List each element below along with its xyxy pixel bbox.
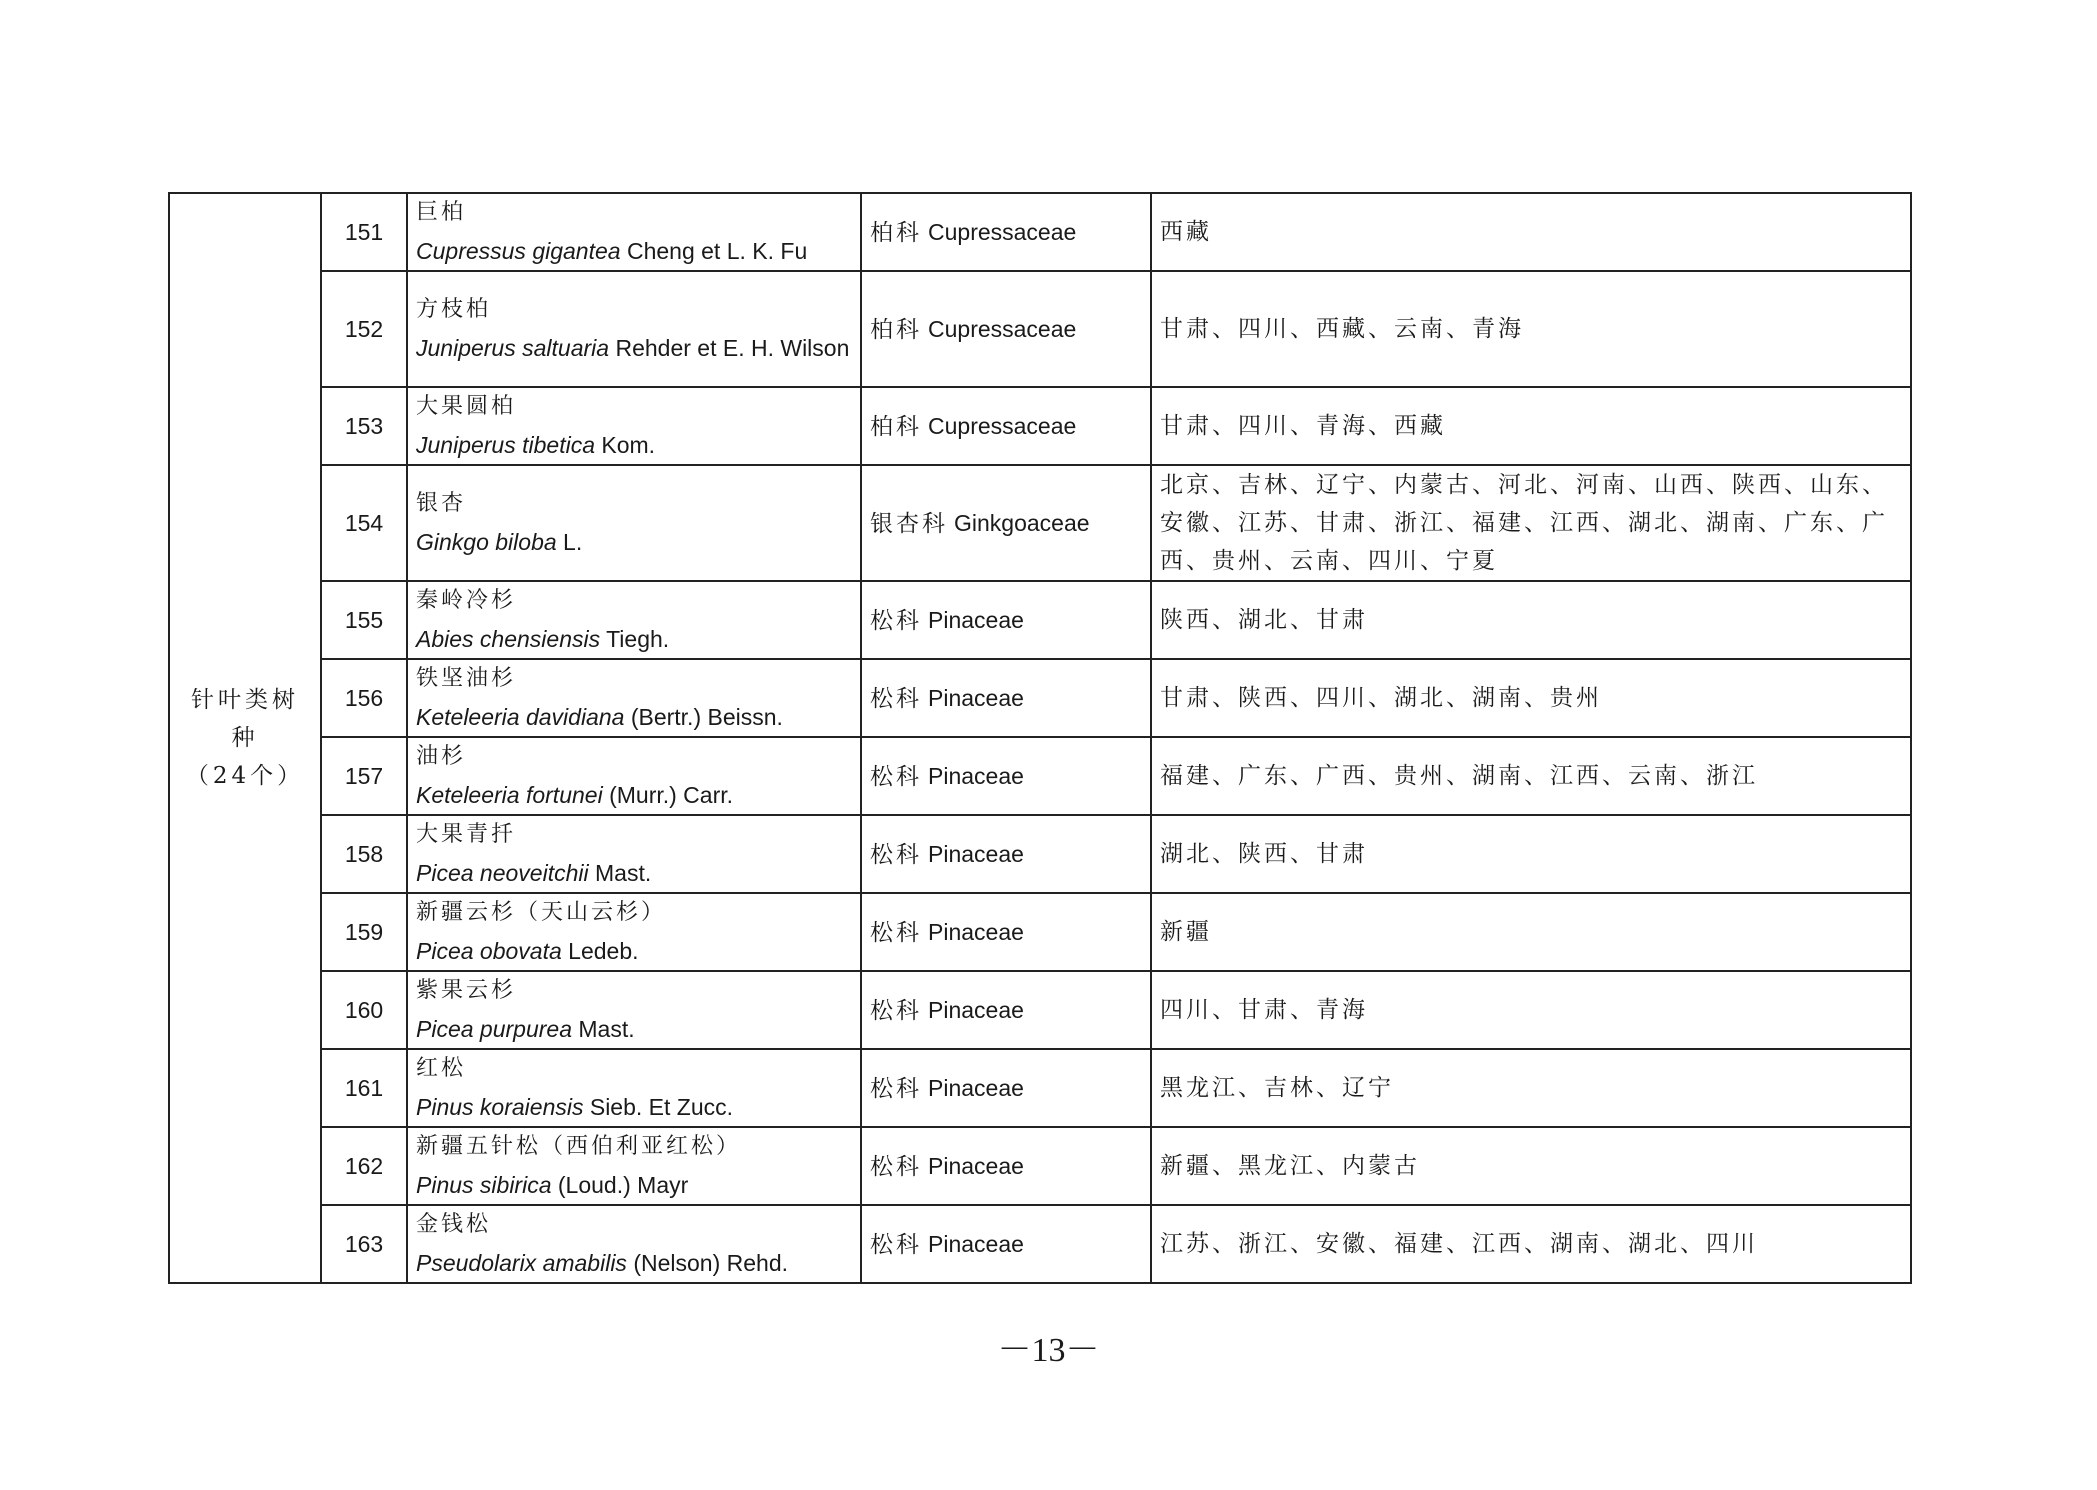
species-author: Rehder et E. H. Wilson [615,335,850,361]
row-number: 155 [321,581,407,659]
species-author: Kom. [601,432,656,458]
species-binomial: Picea purpurea [416,1016,572,1042]
species-name-cell [407,1049,861,1127]
distribution-cell: 甘肃、四川、西藏、云南、青海 [1151,271,1911,387]
species-cn-name: 红松 [416,1056,467,1081]
category-label: 针叶类树种 [191,687,299,751]
family-cell [861,1205,1151,1283]
family-latin: Cupressaceae [928,218,1077,245]
species-sci-name [416,776,852,814]
species-author: Mast. [578,1016,635,1042]
table-row [169,193,1911,271]
family-cell [861,271,1151,387]
table-row [169,737,1911,815]
species-sci-name [416,698,852,736]
table-row [169,893,1911,971]
table-row [169,1049,1911,1127]
species-author: (Nelson) Rehd. [633,1250,789,1276]
family-latin: Pinaceae [928,762,1024,789]
species-sci-name [416,620,852,658]
table-row [169,1205,1911,1283]
species-sci-name [416,1244,852,1282]
species-name-cell [407,193,861,271]
family-cell [861,815,1151,893]
species-table [168,192,1912,1284]
species-name-cell [407,581,861,659]
species-author: Tiegh. [606,626,670,652]
distribution-cell: 湖北、陕西、甘肃 [1151,815,1911,893]
species-name-cell [407,271,861,387]
species-author: Mast. [595,860,652,886]
family-cell [861,465,1151,581]
distribution-cell: 黑龙江、吉林、辽宁 [1151,1049,1911,1127]
family-cn: 柏科 [870,219,922,246]
distribution-cell: 甘肃、四川、青海、西藏 [1151,387,1911,465]
species-author: (Murr.) Carr. [609,782,734,808]
family-cell [861,893,1151,971]
species-table-body [169,193,1911,1283]
row-number: 163 [321,1205,407,1283]
table-row [169,815,1911,893]
category-count: （24个） [185,763,305,789]
family-cell [861,737,1151,815]
page-number: －13－ [997,1332,1100,1369]
species-binomial: Abies chensiensis [416,626,601,652]
species-binomial: Picea obovata [416,938,562,964]
row-number: 160 [321,971,407,1049]
family-cn: 松科 [870,1075,922,1102]
species-name-cell [407,1127,861,1205]
distribution-cell: 江苏、浙江、安徽、福建、江西、湖南、湖北、四川 [1151,1205,1911,1283]
family-cn: 柏科 [870,316,922,343]
family-cell [861,971,1151,1049]
species-cn-name: 铁坚油杉 [416,666,517,691]
distribution-cell: 四川、甘肃、青海 [1151,971,1911,1049]
family-latin: Pinaceae [928,1152,1024,1179]
family-cell [861,1049,1151,1127]
species-binomial: Keteleeria fortunei [416,782,603,808]
species-binomial: Pseudolarix amabilis [416,1250,627,1276]
row-number: 157 [321,737,407,815]
species-author: Sieb. Et Zucc. [589,1094,734,1120]
distribution-cell: 新疆、黑龙江、内蒙古 [1151,1127,1911,1205]
species-name-cell [407,659,861,737]
species-sci-name [416,523,852,561]
family-latin: Pinaceae [928,996,1024,1023]
species-sci-name [416,329,852,367]
species-cn-name: 方枝柏 [416,297,492,322]
family-cell [861,387,1151,465]
species-sci-name [416,232,852,270]
table-row [169,387,1911,465]
family-latin: Ginkgoaceae [954,509,1090,536]
family-cn: 松科 [870,841,922,868]
species-binomial: Juniperus saltuaria [416,335,610,361]
family-cn: 松科 [870,763,922,790]
family-cell [861,659,1151,737]
species-binomial: Juniperus tibetica [416,432,595,458]
species-sci-name [416,932,852,970]
species-binomial: Picea neoveitchii [416,860,589,886]
family-cn: 松科 [870,997,922,1024]
species-author: (Loud.) Mayr [557,1172,689,1198]
species-author: (Bertr.) Beissn. [630,704,783,730]
family-latin: Cupressaceae [928,412,1077,439]
species-cn-name: 大果青扦 [416,822,517,847]
species-cn-name: 新疆云杉（天山云杉） [416,900,667,925]
species-author: Cheng et L. K. Fu [626,238,808,264]
family-cell [861,581,1151,659]
species-binomial: Pinus sibirica [416,1172,552,1198]
species-name-cell [407,893,861,971]
species-sci-name [416,1088,852,1126]
row-number: 151 [321,193,407,271]
distribution-cell: 陕西、湖北、甘肃 [1151,581,1911,659]
family-cn: 松科 [870,1231,922,1258]
row-number: 152 [321,271,407,387]
family-cn: 松科 [870,919,922,946]
family-cell [861,193,1151,271]
family-cn: 松科 [870,1153,922,1180]
species-author: Ledeb. [568,938,639,964]
row-number: 153 [321,387,407,465]
species-cn-name: 金钱松 [416,1212,492,1237]
species-name-cell [407,1205,861,1283]
species-name-cell [407,815,861,893]
species-cn-name: 油杉 [416,744,467,769]
row-number: 161 [321,1049,407,1127]
species-cn-name: 大果圆柏 [416,394,517,419]
family-latin: Pinaceae [928,1074,1024,1101]
species-cn-name: 新疆五针松（西伯利亚红松） [416,1134,742,1159]
distribution-cell: 西藏 [1151,193,1911,271]
species-author: L. [563,529,583,555]
family-cell [861,1127,1151,1205]
family-latin: Pinaceae [928,918,1024,945]
distribution-cell: 福建、广东、广西、贵州、湖南、江西、云南、浙江 [1151,737,1911,815]
family-cn: 松科 [870,607,922,634]
table-row [169,271,1911,387]
species-sci-name [416,854,852,892]
table-row [169,1127,1911,1205]
species-name-cell [407,737,861,815]
species-binomial: Pinus koraiensis [416,1094,584,1120]
family-latin: Pinaceae [928,684,1024,711]
species-binomial: Ginkgo biloba [416,529,557,555]
species-name-cell [407,971,861,1049]
species-sci-name [416,1166,852,1204]
species-sci-name [416,1010,852,1048]
species-cn-name: 银杏 [416,491,467,516]
family-cn: 银杏科 [870,510,948,537]
species-sci-name [416,426,852,464]
table-row [169,971,1911,1049]
family-latin: Pinaceae [928,840,1024,867]
species-cn-name: 秦岭冷杉 [416,588,517,613]
species-cn-name: 巨柏 [416,200,467,225]
family-latin: Cupressaceae [928,315,1077,342]
row-number: 156 [321,659,407,737]
row-number: 162 [321,1127,407,1205]
species-binomial: Cupressus gigantea [416,238,621,264]
species-binomial: Keteleeria davidiana [416,704,625,730]
distribution-cell: 甘肃、陕西、四川、湖北、湖南、贵州 [1151,659,1911,737]
species-name-cell [407,387,861,465]
table-row [169,581,1911,659]
family-cn: 柏科 [870,413,922,440]
category-cell [169,193,321,1283]
row-number: 158 [321,815,407,893]
distribution-cell: 北京、吉林、辽宁、内蒙古、河北、河南、山西、陕西、山东、安徽、江苏、甘肃、浙江、福建、江西、湖北、湖南、广东、广西、贵州、云南、四川、宁夏 [1151,465,1911,581]
species-name-cell [407,465,861,581]
distribution-cell: 新疆 [1151,893,1911,971]
family-latin: Pinaceae [928,606,1024,633]
species-cn-name: 紫果云杉 [416,978,517,1003]
table-row [169,465,1911,581]
family-latin: Pinaceae [928,1230,1024,1257]
row-number: 154 [321,465,407,581]
table-row [169,659,1911,737]
row-number: 159 [321,893,407,971]
family-cn: 松科 [870,685,922,712]
